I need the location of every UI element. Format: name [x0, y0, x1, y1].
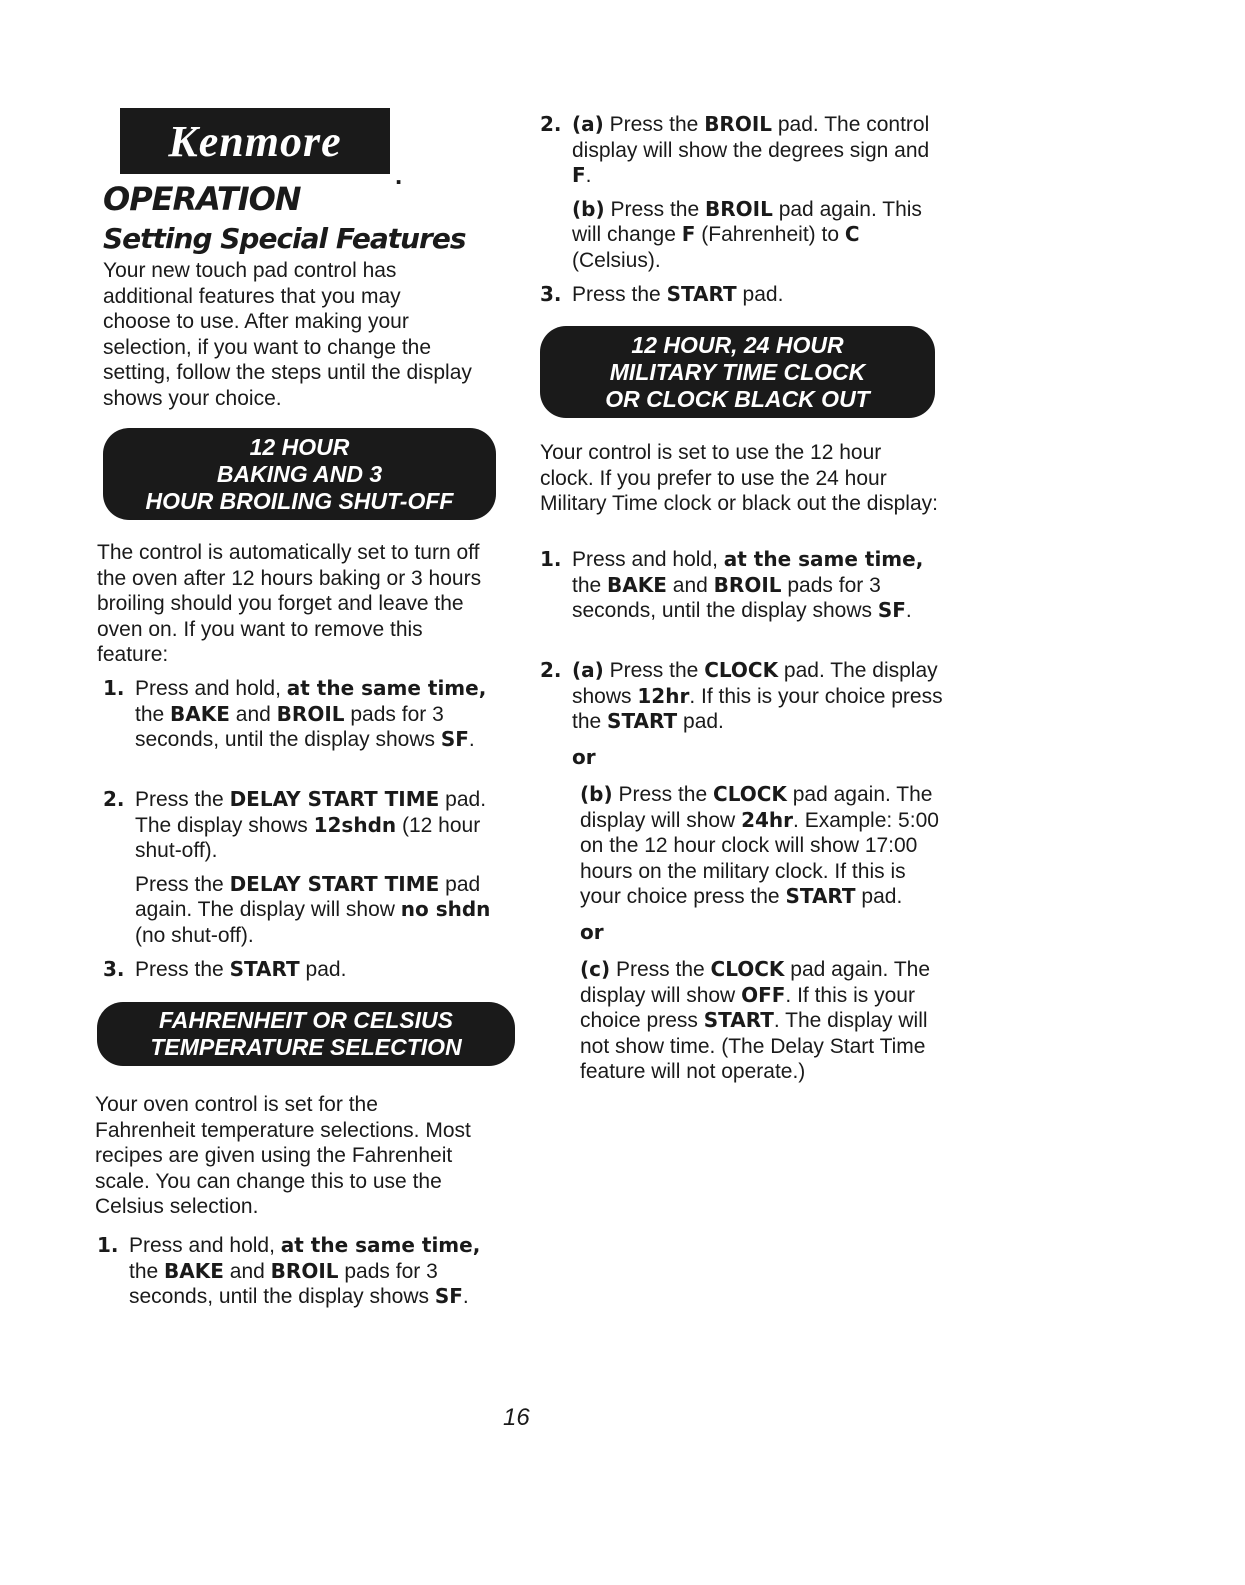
shutoff-step-2: 2. Press the DELAY START TIME pad. The display shows 12shdn (12 hour shut-off). Press the DELAY START TIME pad again. The display will show no shdn (no shut-off). — [103, 787, 491, 947]
shutoff-intro: The control is automatically set to turn off the oven after 12 hours baking or 3 hours broiling should you forget and leave the oven on. If you want to remove this feature: — [97, 541, 482, 666]
intro-text: Your new touch pad control has additional features that you may choose to use. After making your selection, if you want to change the setting, follow the steps until the display shows your choice. — [103, 259, 472, 410]
clock-step-2: 2. (a) Press the CLOCK pad. The display shows 12hr. If this is your choice press the START pad. or (b) Press the CLOCK pad again. The display will show 24hr. Example: 5:00 on the 12 hour clock will show 17:00 hours on the military clock. If this is your choice press the START pad. or (c) Press the CLOCK pad again. The display will show OFF. If this is your choice press START. The display will not show time. (The Delay Start Time feature will not operate.) — [540, 658, 943, 1083]
clock-step-1: 1. Press and hold, at the same time, the BAKE and BROIL pads for 3 seconds, until the display shows SF. — [540, 547, 924, 622]
logo-dot: . — [395, 160, 403, 190]
section-title: OPERATION — [103, 180, 301, 218]
banner-temperature: FAHRENHEIT OR CELSIUS TEMPERATURE SELECTION — [97, 1002, 515, 1066]
shutoff-step-3: 3. Press the START pad. — [103, 957, 347, 981]
clock-intro: Your control is set to use the 12 hour clock. If you prefer to use the 24 hour Military Time clock or black out the display: — [540, 441, 938, 515]
temp-intro: Your oven control is set for the Fahrenheit temperature selections. Most recipes are given using the Fahrenheit scale. You can change this to use the Celsius selection. — [95, 1093, 471, 1218]
page-number: 16 — [503, 1404, 530, 1431]
temp-step-1: 1. Press and hold, at the same time, the BAKE and BROIL pads for 3 seconds, until the display shows SF. — [97, 1233, 481, 1308]
banner-clock: 12 HOUR, 24 HOUR MILITARY TIME CLOCK OR CLOCK BLACK OUT — [540, 326, 935, 418]
temp-step-3: 3. Press the START pad. — [540, 282, 784, 306]
kenmore-logo: Kenmore — [120, 108, 390, 174]
banner-shutoff: 12 HOUR BAKING AND 3 HOUR BROILING SHUT-OFF — [103, 428, 496, 520]
temp-step-2: 2. (a) Press the BROIL pad. The control display will show the degrees sign and F. (b) Press the BROIL pad again. This will change F (Fahrenheit) to C (Celsius). — [540, 112, 930, 272]
section-subtitle: Setting Special Features — [103, 222, 466, 255]
shutoff-step-1: 1. Press and hold, at the same time, the BAKE and BROIL pads for 3 seconds, until the display shows SF. — [103, 676, 487, 751]
